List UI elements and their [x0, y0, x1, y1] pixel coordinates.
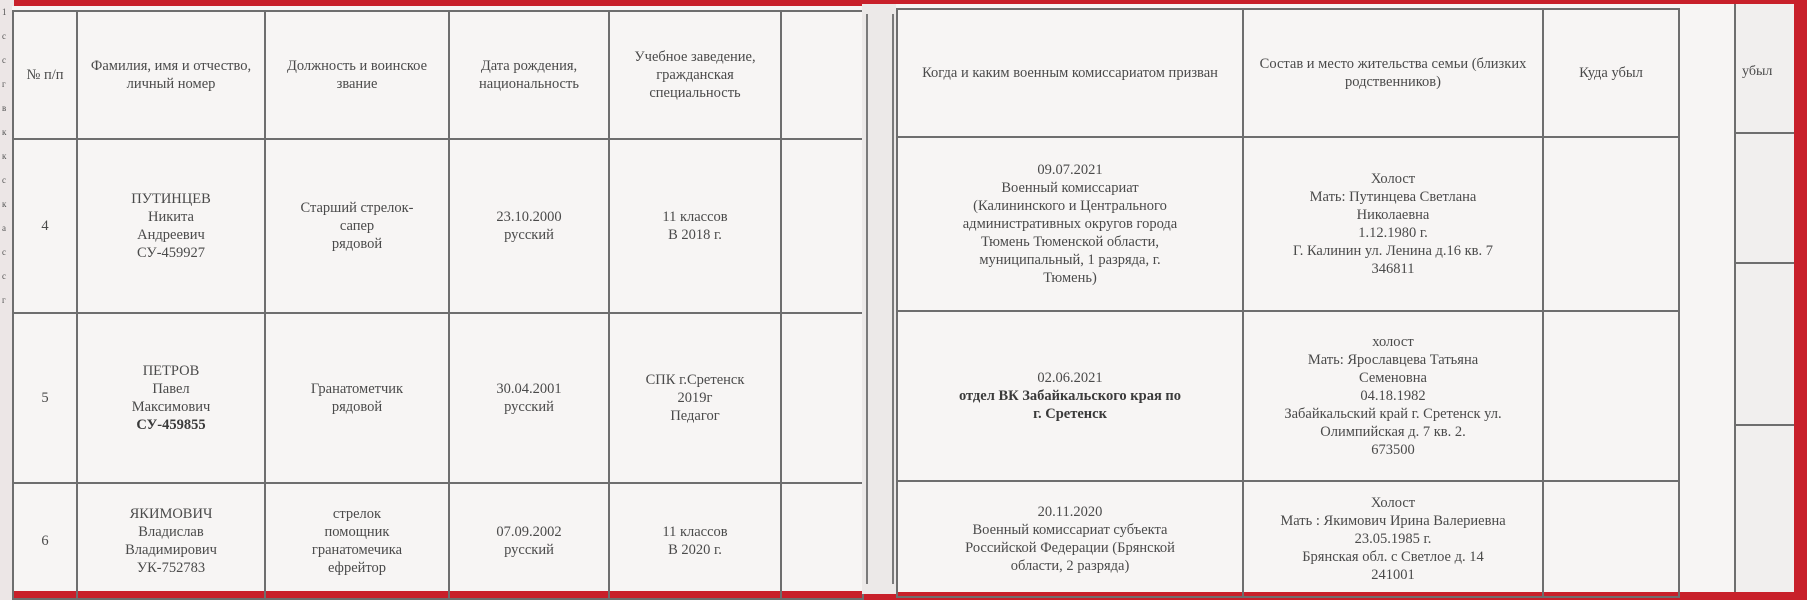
table-row	[13, 483, 863, 599]
rank: рядовой	[331, 399, 383, 415]
postal-code: 673500	[1371, 442, 1415, 459]
edge-glyph: а	[2, 223, 6, 233]
roster-table-left	[12, 10, 864, 600]
header-drafted: Когда и каким военным комиссариатом призван	[897, 9, 1243, 137]
rank: ефрейтор	[327, 560, 387, 577]
patronymic: Андреевич	[137, 227, 205, 243]
header-row	[897, 9, 1679, 137]
draft-office-line: Тюмень Тюменской области,	[980, 234, 1159, 251]
row-name	[77, 483, 265, 599]
draft-office-line: Военный комиссариат	[1001, 179, 1139, 196]
position-line: Старший стрелок-	[300, 199, 414, 216]
edge-glyph: г	[2, 295, 6, 305]
postal-code: 346811	[1371, 261, 1415, 278]
row-rule	[1736, 424, 1794, 426]
edge-glyph: 1	[2, 7, 7, 17]
header-family: Состав и место жительства семьи (близких родственников)	[1243, 9, 1543, 137]
row-drafted	[897, 137, 1243, 311]
roster-table-right	[896, 8, 1680, 598]
draft-office-line: Военный комиссариат субъекта	[972, 521, 1168, 538]
birth-date: 30.04.2001	[496, 380, 562, 397]
right-page	[896, 4, 1788, 592]
family-line: Николаевна	[1356, 206, 1430, 223]
edge-glyph: г	[2, 79, 6, 89]
draft-office-line: Тюмень)	[1043, 270, 1097, 287]
family-line: Олимпийская д. 7 кв. 2.	[1320, 424, 1466, 441]
row-departed	[1543, 481, 1679, 597]
header-position: Должность и воинское звание	[265, 11, 449, 139]
header-departed-fragment: убыл	[1742, 64, 1773, 79]
row-birth	[449, 139, 609, 313]
school-line: Педагог	[670, 408, 720, 425]
row-birth	[449, 313, 609, 483]
school-line: 11 классов	[662, 523, 728, 540]
table-row	[897, 311, 1679, 481]
family-line: 1.12.1980 г.	[1358, 225, 1428, 241]
nationality: русский	[504, 227, 554, 243]
row-drafted	[897, 311, 1243, 481]
school-line: 11 классов	[662, 208, 728, 225]
first-name: Никита	[148, 208, 194, 225]
row-num: 4	[13, 139, 77, 313]
row-position	[265, 139, 449, 313]
first-name: Павел	[152, 380, 190, 397]
edge-glyph: с	[2, 247, 6, 257]
surname: ЯКИМОВИЧ	[129, 505, 213, 522]
family-line: Г. Калинин ул. Ленина д.16 кв. 7	[1292, 243, 1494, 260]
header-departed: Куда убыл	[1543, 9, 1679, 137]
nationality: русский	[504, 399, 554, 415]
table-row	[13, 313, 863, 483]
row-num: 6	[13, 483, 77, 599]
row-rule	[1736, 262, 1794, 264]
family-line: Мать: Ярославцева Татьяна	[1307, 351, 1479, 368]
edge-glyph: с	[2, 31, 6, 41]
school-line: В 2020 г.	[668, 542, 722, 558]
header-school: Учебное заведение, гражданская специальность	[609, 11, 781, 139]
table-row	[897, 137, 1679, 311]
edge-glyph: с	[2, 175, 6, 185]
nationality: русский	[504, 542, 554, 558]
edge-glyph: к	[2, 127, 7, 137]
first-name: Владислав	[138, 523, 204, 540]
personal-number: УК-752783	[136, 560, 206, 577]
draft-office-line: административных округов города	[962, 215, 1178, 232]
next-page-fragment	[1734, 4, 1794, 592]
school-line: СПК г.Сретенск	[645, 371, 745, 388]
book-spine-gutter	[862, 4, 898, 594]
gutter-rule	[866, 14, 868, 584]
table-row	[897, 481, 1679, 597]
edge-glyph: в	[2, 103, 7, 113]
table-row	[13, 139, 863, 313]
family-line: Забайкальский край г. Сретенск ул.	[1284, 406, 1502, 423]
family-line: 04.18.1982	[1360, 387, 1426, 404]
row-position	[265, 483, 449, 599]
row-blank-left	[781, 313, 863, 483]
position-line: гранатомечика	[311, 542, 403, 558]
row-school	[609, 313, 781, 483]
family-line: Мать: Путинцева Светлана	[1309, 188, 1477, 205]
row-blank-left	[781, 139, 863, 313]
position-line: Гранатометчик	[310, 380, 404, 397]
school-line: 2019г	[677, 389, 713, 406]
header-blank-left	[781, 11, 863, 139]
birth-date: 07.09.2002	[496, 523, 562, 540]
row-departed	[1543, 311, 1679, 481]
draft-office-line: (Калининского и Центрального	[973, 197, 1167, 214]
position-line: сапер	[339, 217, 375, 234]
row-name	[77, 313, 265, 483]
birth-date: 23.10.2000	[496, 208, 562, 225]
header-name: Фамилия, имя и отчество, личный номер	[77, 11, 265, 139]
family-line: Брянская обл. с Светлое д. 14	[1302, 549, 1484, 566]
edge-glyph: с	[2, 271, 6, 281]
row-family	[1243, 137, 1543, 311]
row-family	[1243, 311, 1543, 481]
draft-office-line: Российской Федерации (Брянской	[965, 540, 1175, 556]
postal-code: 241001	[1371, 567, 1415, 584]
draft-date: 09.07.2021	[1037, 161, 1103, 178]
draft-office-line: отдел ВК Забайкальского края по	[958, 387, 1182, 404]
row-school	[609, 139, 781, 313]
row-school	[609, 483, 781, 599]
row-name	[77, 139, 265, 313]
row-drafted	[897, 481, 1243, 597]
personal-number: СУ-459927	[136, 245, 206, 262]
position-line: стрелок	[332, 505, 382, 522]
left-page	[12, 6, 864, 591]
edge-glyph: с	[2, 55, 6, 65]
edge-glyph: к	[2, 199, 7, 209]
draft-office-line: муниципальный, 1 разряда, г.	[979, 252, 1161, 269]
draft-date: 20.11.2020	[1037, 503, 1103, 520]
row-birth	[449, 483, 609, 599]
school-line: В 2018 г.	[668, 227, 722, 243]
patronymic: Максимович	[131, 399, 211, 415]
header-birth: Дата рождения, национальность	[449, 11, 609, 139]
family-line: Мать : Якимович Ирина Валериевна	[1280, 512, 1506, 529]
position-line: помощник	[324, 523, 390, 540]
row-departed	[1543, 137, 1679, 311]
row-family	[1243, 481, 1543, 597]
surname: ПУТИНЦЕВ	[131, 190, 211, 207]
gutter-rule	[892, 14, 894, 584]
row-blank-left	[781, 483, 863, 599]
row-num: 5	[13, 313, 77, 483]
header-num: № п/п	[13, 11, 77, 139]
marital-status: Холост	[1370, 170, 1416, 187]
family-line: 23.05.1985 г.	[1354, 530, 1432, 547]
row-rule	[1736, 132, 1794, 134]
draft-office-line: области, 2 разряда)	[1010, 558, 1130, 575]
row-position	[265, 313, 449, 483]
draft-date: 02.06.2021	[1037, 369, 1103, 386]
personal-number: СУ-459855	[136, 417, 206, 434]
edge-glyph: к	[2, 151, 7, 161]
draft-office-line: г. Сретенск	[1033, 406, 1107, 423]
patronymic: Владимирович	[125, 542, 217, 558]
rank: рядовой	[331, 236, 383, 253]
surname: ПЕТРОВ	[142, 362, 200, 379]
family-line: Семеновна	[1359, 369, 1427, 386]
marital-status: холост	[1372, 333, 1414, 350]
marital-status: Холост	[1370, 494, 1416, 511]
header-row	[13, 11, 863, 139]
